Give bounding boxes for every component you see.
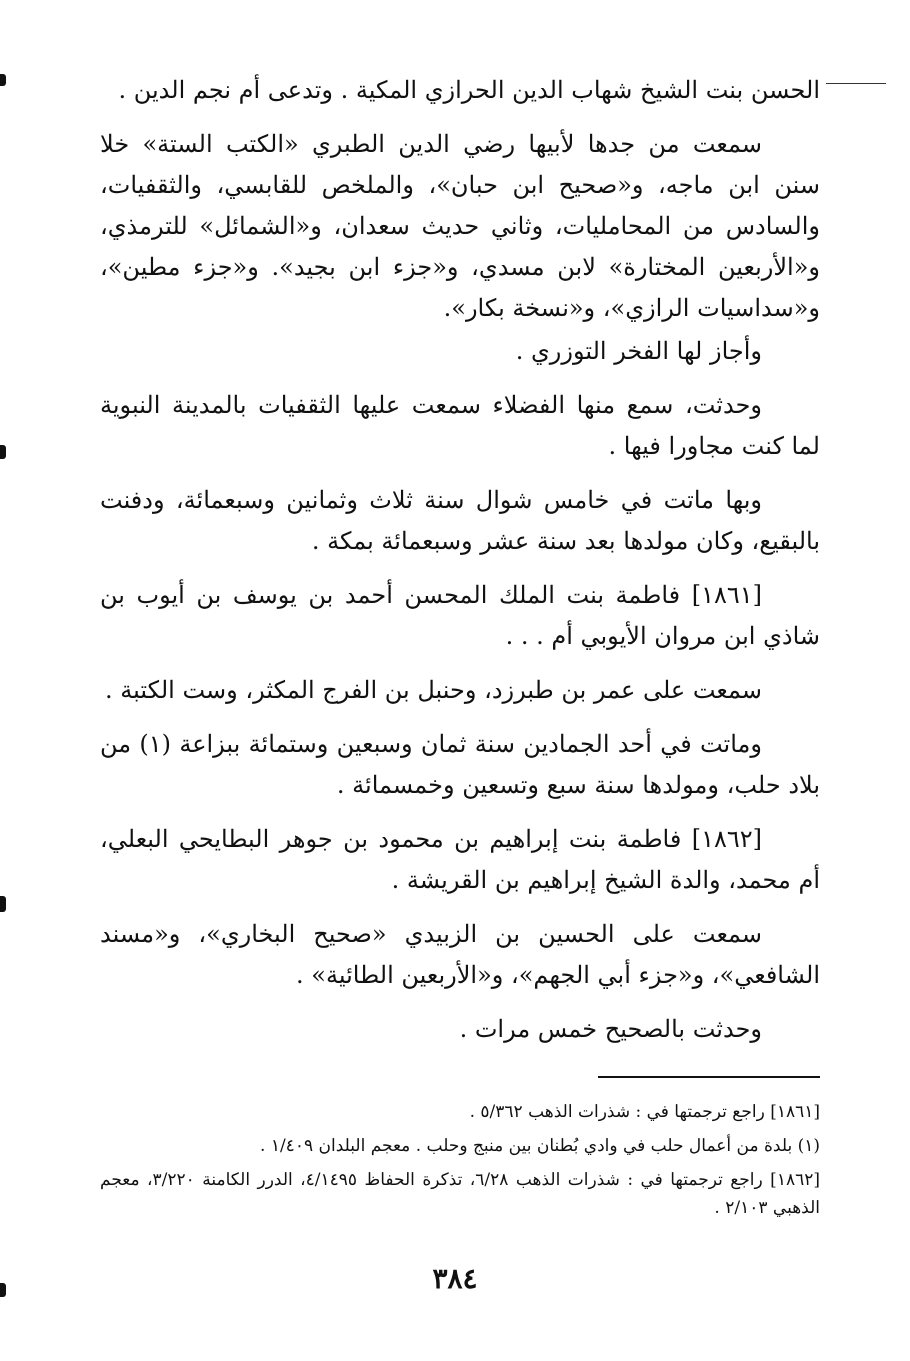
footnote-1: (١) بلدة من أعمال حلب في وادي بُطنان بين منبج وحلب . معجم البلدان ١/٤٠٩ .	[260, 1136, 820, 1156]
paragraph-hearing: سمعت من جدها لأبيها رضي الدين الطبري «الكتب الستة» خلا سنن ابن ماجه، و«صحيح ابن حبان»، والملخص للقابسي، والثقفيات، والسادس من المحامليات، وثاني حديث سعدان، و«الشمائل» للترمذي، و«الأربعين المختارة» لابن مسدي، و«جزء ابن بجيد». و«جزء مطين»، و«سداسيات الرازي»، و«نسخة بكار».	[100, 130, 820, 322]
paragraph-1861-hearing: سمعت على عمر بن طبرزد، وحنبل بن الفرج المكثر، وست الكتبة .	[104, 676, 762, 704]
paragraph-death: وبها ماتت في خامس شوال سنة ثلاث وثمانين وسبعمائة، ودفنت بالبقيع، وكان مولدها بعد سنة عشر وسبعمائة بمكة .	[100, 486, 820, 555]
footnote-1862: [١٨٦٢] راجع ترجمتها في : شذرات الذهب ٦/٢٨، تذكرة الحفاظ ٤/١٤٩٥، الدرر الكامنة ٣/٢٢٠، معجم الذهبي ٢/١٠٣ .	[100, 1170, 820, 1218]
scan-edge-mark	[0, 1283, 6, 1297]
scan-edge-mark	[0, 74, 6, 86]
paragraph-license: وأجاز لها الفخر التوزري .	[515, 337, 762, 365]
paragraph-narration: وحدثت، سمع منها الفضلاء سمعت عليها الثقفيات بالمدينة النبوية لما كنت مجاورا فيها .	[100, 391, 820, 460]
main-text	[100, 70, 820, 1063]
paragraph-1862-hearing: سمعت على الحسين بن الزبيدي «صحيح البخاري»، و«مسند الشافعي»، و«جزء أبي الجهم»، و«الأربعين الطائية» .	[100, 920, 820, 989]
scan-edge-mark	[0, 896, 6, 912]
paragraph-1861-death: وماتت في أحد الجمادين سنة ثمان وسبعين وستمائة ببزاعة (١) من بلاد حلب، ومولدها سنة سبع وتسعين وخمسمائة .	[100, 730, 820, 799]
continuation-rule	[826, 83, 886, 84]
footnote-1861: [١٨٦١] راجع ترجمتها في : شذرات الذهب ٥/٣٦٢ .	[469, 1102, 820, 1122]
paragraph-1862-narration: وحدثت بالصحيح خمس مرات .	[459, 1015, 762, 1043]
scan-edge-mark	[0, 445, 6, 459]
paragraph-continuation: الحسن بنت الشيخ شهاب الدين الحرازي المكية . وتدعى أم نجم الدين .	[118, 76, 820, 104]
entry-1862-heading: [١٨٦٢] فاطمة بنت إبراهيم بن محمود بن جوهر البطايحي البعلي، أم محمد، والدة الشيخ إبراهيم بن القريشة .	[100, 825, 820, 894]
page-number: ٣٨٤	[432, 1262, 478, 1295]
entry-1861-heading: [١٨٦١] فاطمة بنت الملك المحسن أحمد بن يوسف بن أيوب بن شاذي ابن مروان الأيوبي أم . . .	[100, 581, 820, 650]
footnotes	[100, 1098, 820, 1228]
footnote-separator	[598, 1076, 820, 1078]
